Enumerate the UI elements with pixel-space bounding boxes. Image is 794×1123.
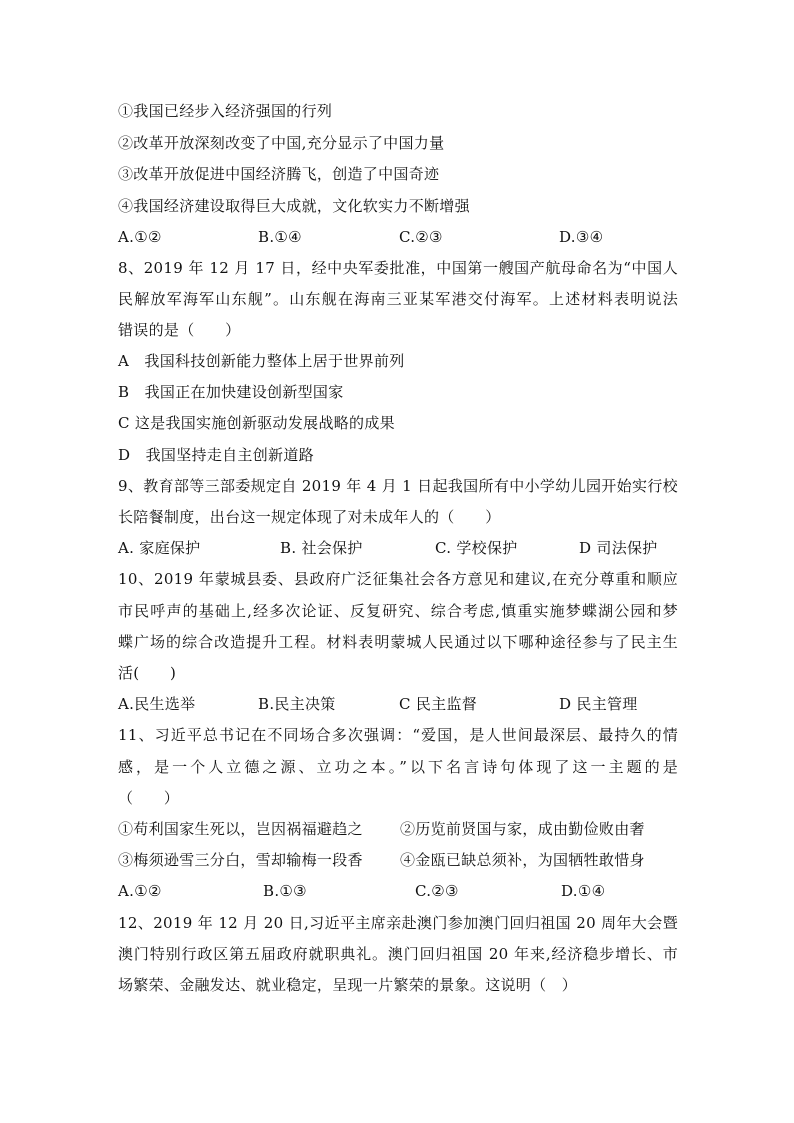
q10-option-a: A.民生选举 xyxy=(118,695,196,713)
q9-option-c: C. 学校保护 xyxy=(435,539,518,557)
q7-item-3: ③改革开放促进中国经济腾飞，创造了中国奇迹 xyxy=(118,165,440,183)
q8-option-c: C 这是我国实施创新驱动发展战略的成果 xyxy=(118,414,395,432)
q10-line-2: 市民呼声的基础上,经多次论证、反复研究、综合考虑,慎重实施梦蝶湖公园和梦 xyxy=(118,602,678,620)
q8-line-3: 错误的是（ ） xyxy=(118,321,241,339)
q11-item-1: ①苟利国家生死以，岂因祸福避趋之 xyxy=(118,820,363,838)
q7-item-1: ①我国已经步入经济强国的行列 xyxy=(118,102,333,120)
q9-option-a: A. 家庭保护 xyxy=(118,539,201,557)
q11-item-2: ②历览前贤国与家，成由勤俭败由奢 xyxy=(400,820,645,838)
q11-line-2: 感，是一个人立德之源、立功之本。”以下名言诗句体现了这一主题的是 xyxy=(118,758,678,776)
q11-option-b: B.①③ xyxy=(263,882,307,900)
q9-line-1: 9、教育部等三部委规定自 2019 年 4 月 1 日起我国所有中小学幼儿园开始实行校 xyxy=(118,477,678,495)
q7-option-b: B.①④ xyxy=(258,228,302,246)
q11-line-3: （ ） xyxy=(118,789,180,807)
q10-option-b: B.民主决策 xyxy=(258,695,336,713)
q10-option-d: D 民主管理 xyxy=(559,695,638,713)
q10-line-4: 活( ) xyxy=(118,664,177,682)
q12-line-1: 12、2019 年 12 月 20 日,习近平主席亲赴澳门参加澳门回归祖国 20 周年大会暨 xyxy=(118,914,678,932)
q11-option-d: D.①④ xyxy=(561,882,606,900)
q8-line-2: 民解放军海军山东舰”。山东舰在海南三亚某军港交付海军。上述材料表明说法 xyxy=(118,290,678,308)
q7-option-a: A.①② xyxy=(118,228,162,246)
q10-line-1: 10、2019 年蒙城县委、县政府广泛征集社会各方意见和建议,在充分尊重和顺应 xyxy=(118,570,678,588)
q7-option-d: D.③④ xyxy=(559,228,604,246)
q8-line-1: 8、2019 年 12 月 17 日，经中央军委批准，中国第一艘国产航母命名为“中国人 xyxy=(118,259,678,277)
q11-option-a: A.①② xyxy=(118,882,162,900)
q8-option-d: D 我国坚持走自主创新道路 xyxy=(118,446,314,464)
q12-line-2: 澳门特别行政区第五届政府就职典礼。澳门回归祖国 20 年来,经济稳步增长、市 xyxy=(118,945,678,963)
q9-option-b: B. 社会保护 xyxy=(280,539,363,557)
q7-item-4: ④我国经济建设取得巨大成就，文化软实力不断增强 xyxy=(118,197,470,215)
q11-item-3: ③梅须逊雪三分白，雪却输梅一段香 xyxy=(118,851,363,869)
q7-item-2: ②改革开放深刻改变了中国,充分显示了中国力量 xyxy=(118,134,445,152)
q8-option-a: A 我国科技创新能力整体上居于世界前列 xyxy=(118,352,405,370)
q8-option-b: B 我国正在加快建设创新型国家 xyxy=(118,383,344,401)
q9-option-d: D 司法保护 xyxy=(579,539,658,557)
q9-line-2: 长陪餐制度，出台这一规定体现了对未成年人的（ ） xyxy=(118,508,501,526)
q10-line-3: 蝶广场的综合改造提升工程。材料表明蒙城人民通过以下哪种途径参与了民主生 xyxy=(118,633,678,651)
q7-option-c: C.②③ xyxy=(399,228,443,246)
q11-line-1: 11、习近平总书记在不同场合多次强调：“爱国，是人世间最深层、最持久的情 xyxy=(118,726,678,744)
q12-line-3: 场繁荣、金融发达、就业稳定，呈现一片繁荣的景象。这说明（ ） xyxy=(118,976,578,994)
q11-item-4: ④金瓯已缺总须补，为国牺牲敢惜身 xyxy=(400,851,645,869)
q11-option-c: C.②③ xyxy=(415,882,459,900)
q10-option-c: C 民主监督 xyxy=(399,695,478,713)
